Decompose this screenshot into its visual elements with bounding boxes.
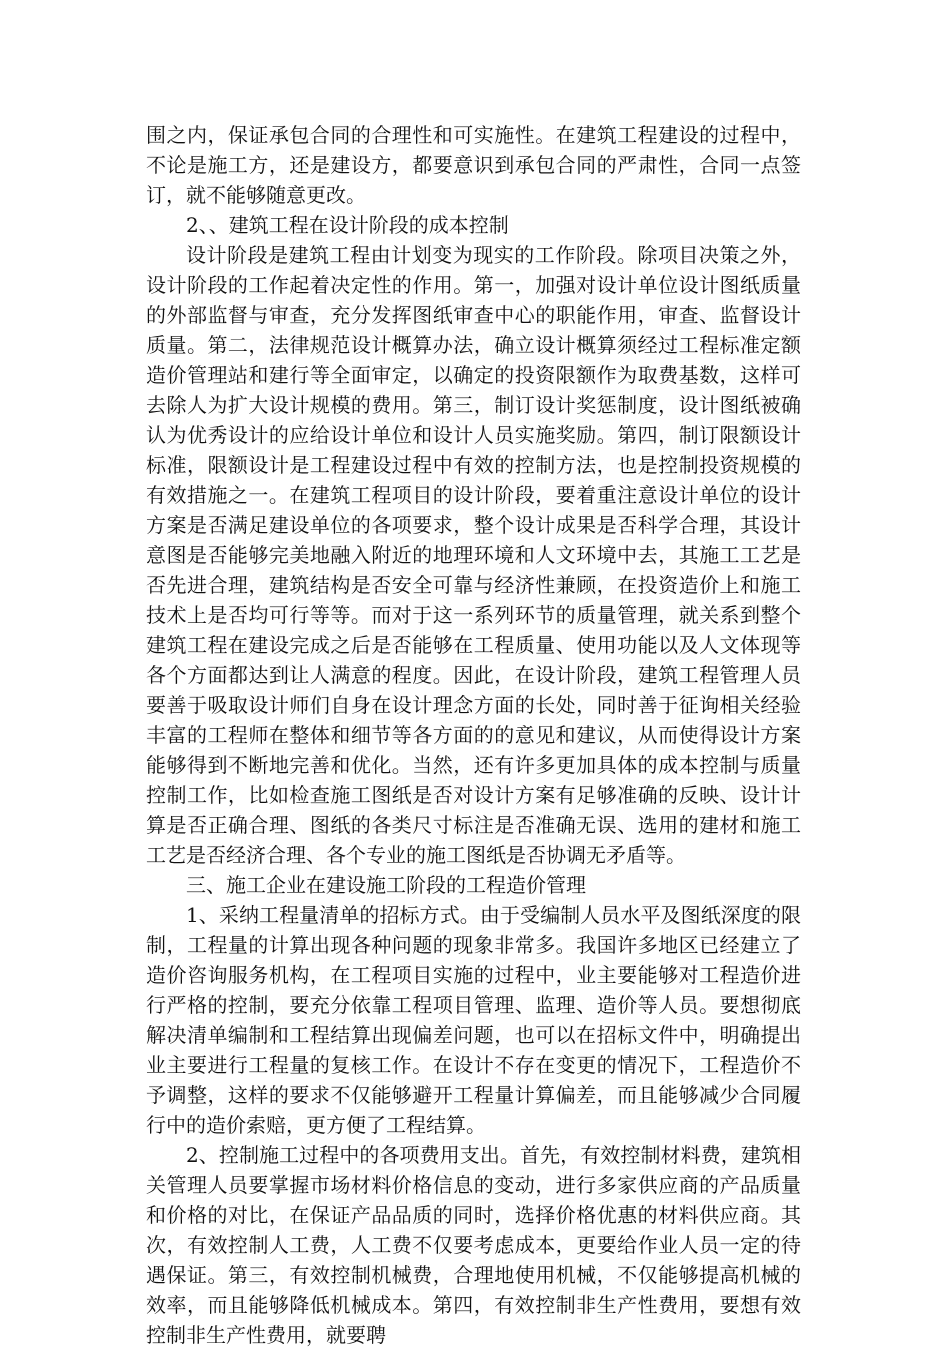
section-heading-design-stage: 2、、建筑工程在设计阶段的成本控制 [186, 213, 509, 237]
section-heading-construction-stage: 三、施工企业在建设施工阶段的工程造价管理 [186, 873, 586, 897]
paragraph-design-stage: 设计阶段是建筑工程由计划变为现实的工作阶段。除项目决策之外，设计阶段的工作起着决定性的作用。第一，加强对设计单位设计图纸质量的外部监督与审查，充分发挥图纸审查中心的职能作用，审查、监督设计质量。第二，法律规范设计概算办法，确立设计概算须经过工程标准定额造价管理站和建行等全面审定，以确定的投资限额作为取费基数，这样可去除人为扩大设计规模的费用。第三，制订设计奖惩制度，设计图纸被确认为优秀设计的应给设计单位和设计人员实施奖励。第四，制订限额设计标准，限额设计是工程建设过程中有效的控制方法，也是控制投资规模的有效措施之一。在建筑工程项目的设计阶段，要着重注意设计单位的设计方案是否满足建设单位的各项要求，整个设计成果是否科学合理，其设计意图是否能够完美地融入附近的地理环境和人文环境中去，其施工工艺是否先进合理，建筑结构是否安全可靠与经济性兼顾，在投资造价上和施工技术上是否均可行等等。而对于这一系列环节的质量管理，就关系到整个建筑工程在建设完成之后是否能够在工程质量、使用功能以及人文体现等各个方面都达到让人满意的程度。因此，在设计阶段，建筑工程管理人员要善于吸取设计师们自身在设计理念方面的长处，同时善于征询相关经验丰富的工程师在整体和细节等各方面的的意见和建议，从而使得设计方案能够得到不断地完善和优化。当然，还有许多更加具体的成本控制与质量控制工作，比如检查施工图纸是否对设计方案有足够准确的反映、设计计算是否正确合理、图纸的各类尺寸标注是否准确无误、选用的建材和施工工艺是否经济合理、各个专业的施工图纸是否协调无矛盾等。 [146, 243, 801, 867]
document-body [146, 120, 801, 1350]
paragraph-bill-of-quantities: 1、采纳工程量清单的招标方式。由于受编制人员水平及图纸深度的限制，工程量的计算出现各种问题的现象非常多。我国许多地区已经建立了造价咨询服务机构，在工程项目实施的过程中，业主要能够对工程造价进行严格的控制，要充分依靠工程项目管理、监理、造价等人员。要想彻底解决清单编制和工程结算出现偏差问题，也可以在招标文件中，明确提出业主要进行工程量的复核工作。在设计不存在变更的情况下，工程造价不予调整，这样的要求不仅能够避开工程量计算偏差，而且能够减少合同履行中的造价索赔，更方便了工程结算。 [146, 903, 801, 1137]
paragraph-cost-control: 2、控制施工过程中的各项费用支出。首先，有效控制材料费，建筑相关管理人员要掌握市场材料价格信息的变动，进行多家供应商的产品质量和价格的对比，在保证产品品质的同时，选择价格优惠的材料供应商。其次，有效控制人工费，人工费不仅要考虑成本，更要给作业人员一定的待遇保证。第三，有效控制机械费，合理地使用机械，不仅能够提高机械的效率，而且能够降低机械成本。第四，有效控制非生产性费用，要想有效控制非生产性费用，就要聘 [146, 1143, 801, 1347]
paragraph-contract-continuation: 围之内，保证承包合同的合理性和可实施性。在建筑工程建设的过程中，不论是施工方，还是建设方，都要意识到承包合同的严肃性，合同一点签订，就不能够随意更改。 [146, 123, 801, 207]
